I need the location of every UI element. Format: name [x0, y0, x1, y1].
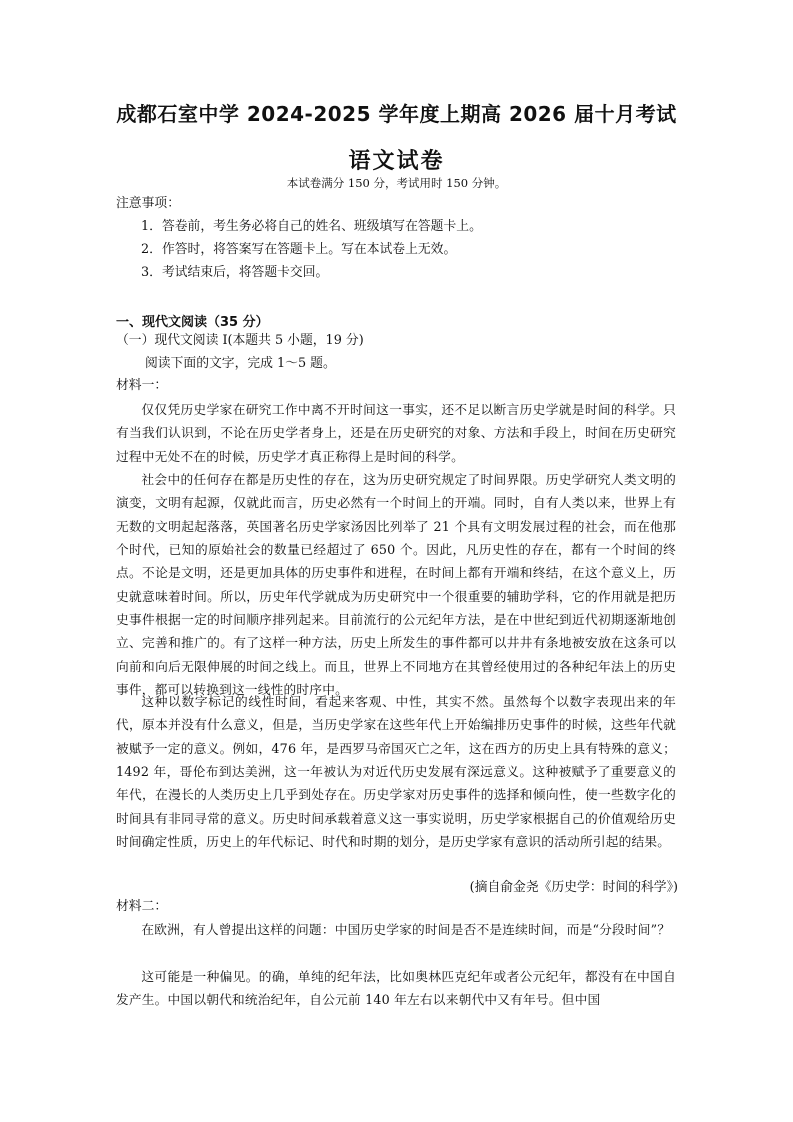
instruction: 阅读下面的文字，完成 1～5 题。	[145, 356, 336, 371]
notice-item: 3．考试结束后，将答题卡交回。	[141, 265, 329, 280]
part-heading: （一）现代文阅读 I(本题共 5 小题，19 分)	[116, 333, 364, 348]
material1-source: (摘自俞金尧《历史学：时间的科学》)	[469, 880, 678, 895]
exam-subject: 语文试卷	[348, 149, 445, 174]
material1-paragraph-3: 这种以数字标记的线性时间，看起来客观、中性，其实不然。虽然每个以数字表现出来的年代，原本并没有什么意义，但是，当历史学家在这些年代上开始编排历史事件的时候，这些年代就被赋予一定的意义。例如，476 年，是西罗马帝国灭亡之年，这在西方的历史上具有特殊的意义；1492 年，哥伦布到达美洲，这一年被认为对近代历史发展有深远意义。这种被赋予了重要意义的年代，在漫长的人类历史上几乎到处存在。历史学家对历史事件的选择和倾向性，使一些数字化的时间具有非同寻常的意义。历史时间承载着意义这一事实说明，历史学家根据自己的价值观给历史时间确定性质，历史上的年代标记、时代和时期的划分，是历史学家有意识的活动所引起的结果。	[116, 694, 676, 850]
exam-note: 本试卷满分 150 分，考试用时 150 分钟。	[286, 176, 507, 190]
material1-label: 材料一：	[116, 378, 168, 393]
material2-label: 材料二：	[116, 899, 168, 914]
exam-title: 成都石室中学 2024-2025 学年度上期高 2026 届十月考试	[116, 102, 677, 126]
material2-paragraph-1: 在欧洲，有人曾提出这样的问题：中国历史学家的时间是否不是连续时间，而是“分段时间”？	[141, 922, 671, 937]
section-heading: 一、现代文阅读（35 分）	[116, 315, 269, 330]
notice-item: 2．作答时，将答案写在答题卡上。写在本试卷上无效。	[141, 242, 457, 257]
material2-paragraph-2: 这可能是一种偏见。的确，单纯的纪年法，比如奥林匹克纪年或者公元纪年，都没有在中国自发产生。中国以朝代和统治纪年，自公元前 140 年左右以来朝代中又有年号。但中国	[116, 969, 676, 1008]
material1-paragraph-2: 社会中的任何存在都是历史性的存在，这为历史研究规定了时间界限。历史学研究人类文明的演变，文明有起源，仅就此而言，历史必然有一个时间上的开端。同时，自有人类以来，世界上有无数的文明起起落落，英国著名历史学家汤因比列举了 21 个具有文明发展过程的社会，而在他那个时代，已知的原始社会的数量已经超过了 650 个。因此，凡历史性的存在，都有一个时间的终点。不论是文明，还是更加具体的历史事件和进程，在时间上都有开端和终结，在这个意义上，历史就意味着时间。所以，历史年代学就成为历史研究中一个很重要的辅助学科，它的作用就是把历史事件根据一定的时间顺序排列起来。目前流行的公元纪年方法，是在中世纪到近代初期逐渐地创立、完善和推广的。有了这样一种方法，历史上所发生的事件都可以井井有条地被安放在这条可以向前和向后无限伸展的时间之线上。而且，世界上不同地方在其曾经使用过的各种纪年法上的历史事件，都可以转换到这一线性的时序中。	[116, 472, 676, 698]
notice-item: 1．答卷前，考生务必将自己的姓名、班级填写在答题卡上。	[141, 219, 482, 234]
material1-paragraph-1: 仅仅凭历史学家在研究工作中离不开时间这一事实，还不足以断言历史学就是时间的科学。只有当我们认识到，不论在历史学者身上，还是在历史研究的对象、方法和手段上，时间在历史研究过程中无处不在的时候，历史学才真正称得上是时间的科学。	[116, 402, 676, 464]
notice-heading: 注意事项：	[116, 196, 180, 211]
